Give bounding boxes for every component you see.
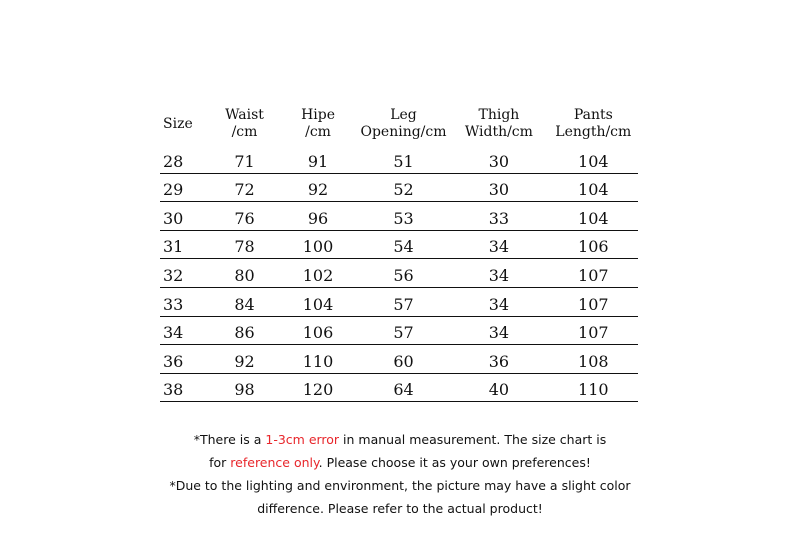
cell-size: 34: [163, 323, 184, 343]
cell-leg-opening: 53: [393, 208, 414, 228]
cell-hipe: 120: [302, 380, 334, 400]
header-pants-length: Pants Length/cm: [555, 107, 632, 140]
cell-hipe: 91: [307, 151, 329, 171]
cell-hipe: 110: [302, 351, 334, 371]
cell-leg-opening: 57: [393, 323, 414, 343]
cell-pants-length: 104: [578, 208, 609, 228]
note-highlight-reference: reference only: [230, 455, 319, 470]
cell-hipe: 96: [307, 208, 329, 228]
cell-pants-length: 107: [578, 323, 609, 343]
cell-waist: 98: [234, 380, 255, 400]
note-text: *There is a: [193, 432, 266, 447]
cell-pants-length: 106: [578, 237, 609, 257]
cell-hipe: 102: [302, 265, 334, 285]
note-line-2: [0, 451, 800, 474]
cell-pants-length: 107: [578, 265, 609, 285]
cell-thigh-width: 36: [488, 351, 510, 371]
table-row: [160, 174, 638, 203]
cell-leg-opening: 60: [393, 351, 414, 371]
header-waist: Waist /cm: [225, 107, 264, 140]
table-header-row: [160, 103, 638, 145]
note-text: in manual measurement. The size chart is: [339, 432, 607, 447]
cell-thigh-width: 34: [488, 323, 510, 343]
cell-leg-opening: 57: [393, 294, 414, 314]
cell-thigh-width: 34: [488, 237, 510, 257]
cell-waist: 84: [234, 294, 255, 314]
cell-pants-length: 110: [578, 380, 609, 400]
cell-waist: 76: [234, 208, 255, 228]
header-thigh-width: Thigh Width/cm: [464, 107, 533, 140]
cell-leg-opening: 51: [393, 151, 414, 171]
table-row: [160, 145, 638, 174]
note-highlight-error: 1-3cm error: [265, 432, 340, 447]
cell-size: 30: [163, 208, 184, 228]
table-row: [160, 231, 638, 260]
cell-thigh-width: 40: [488, 380, 510, 400]
note-line-1: [0, 428, 800, 451]
cell-thigh-width: 30: [488, 151, 510, 171]
header-leg-opening: Leg Opening/cm: [360, 107, 447, 140]
note-line-3: *Due to the lighting and environment, the picture may have a slight color: [169, 478, 631, 493]
cell-size: 32: [163, 265, 184, 285]
table-row: [160, 345, 638, 374]
header-hipe: Hipe /cm: [301, 107, 335, 140]
cell-size: 29: [163, 180, 184, 200]
size-chart-table: [160, 103, 638, 402]
cell-size: 31: [163, 237, 184, 257]
cell-waist: 71: [234, 151, 255, 171]
cell-size: 28: [163, 151, 184, 171]
cell-waist: 78: [234, 237, 255, 257]
cell-leg-opening: 52: [393, 180, 414, 200]
cell-thigh-width: 30: [488, 180, 510, 200]
cell-size: 36: [163, 351, 184, 371]
cell-hipe: 106: [302, 323, 334, 343]
cell-waist: 86: [234, 323, 255, 343]
note-text: for: [209, 455, 231, 470]
table-row: [160, 288, 638, 317]
cell-hipe: 92: [307, 180, 329, 200]
cell-waist: 80: [234, 265, 255, 285]
cell-thigh-width: 34: [488, 294, 510, 314]
cell-thigh-width: 34: [488, 265, 510, 285]
cell-pants-length: 104: [578, 180, 609, 200]
cell-leg-opening: 64: [393, 380, 414, 400]
cell-leg-opening: 54: [393, 237, 414, 257]
table-row: [160, 202, 638, 231]
table-row: [160, 374, 638, 403]
measurement-notes: [0, 428, 800, 520]
cell-size: 33: [163, 294, 184, 314]
cell-hipe: 104: [302, 294, 334, 314]
cell-leg-opening: 56: [393, 265, 414, 285]
cell-waist: 72: [234, 180, 255, 200]
table-row: [160, 259, 638, 288]
cell-hipe: 100: [302, 237, 334, 257]
note-text: . Please choose it as your own preferences!: [318, 455, 591, 470]
cell-pants-length: 108: [578, 351, 609, 371]
cell-size: 38: [163, 380, 184, 400]
cell-pants-length: 107: [578, 294, 609, 314]
cell-pants-length: 104: [578, 151, 609, 171]
cell-thigh-width: 33: [488, 208, 510, 228]
header-size: Size: [163, 115, 193, 132]
note-line-4: difference. Please refer to the actual product!: [257, 501, 543, 516]
cell-waist: 92: [234, 351, 255, 371]
table-row: [160, 317, 638, 346]
